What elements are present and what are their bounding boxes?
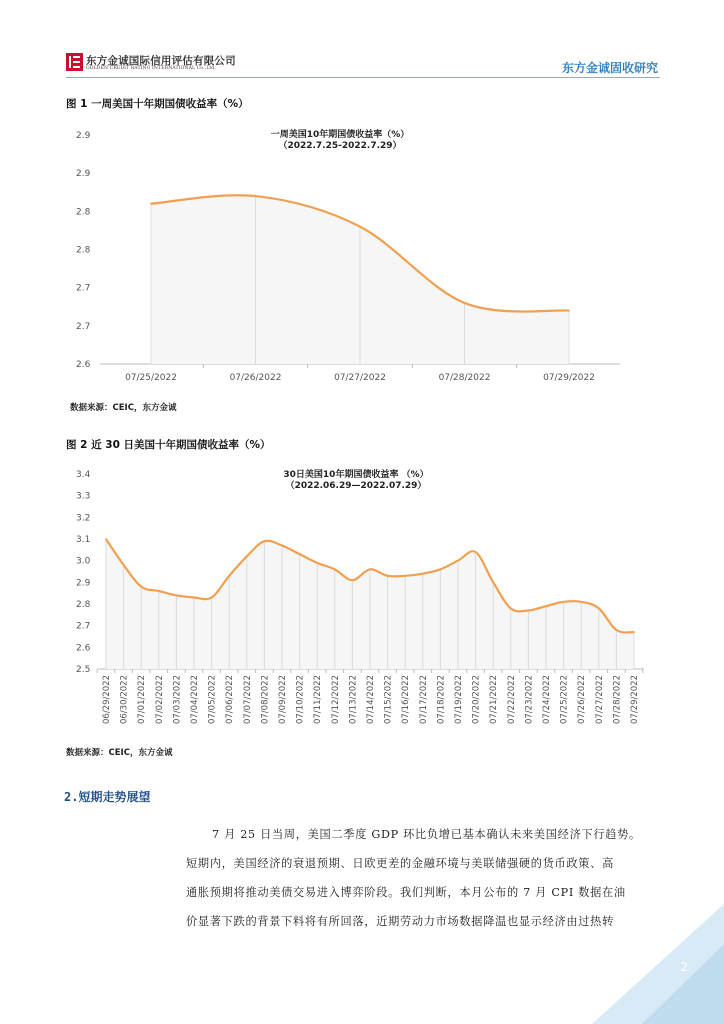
data-point bbox=[369, 569, 371, 571]
x-tick-label: 07/09/2022 bbox=[278, 675, 288, 724]
x-tick-label: 07/14/2022 bbox=[366, 675, 376, 724]
data-point bbox=[255, 195, 257, 197]
data-point bbox=[123, 564, 125, 566]
figure-1-title: 图 1 一周美国十年期国债收益率（%） bbox=[66, 98, 249, 110]
data-point bbox=[150, 203, 152, 205]
data-point bbox=[176, 595, 178, 597]
data-point bbox=[580, 601, 582, 603]
y-tick-label: 3.4 bbox=[76, 470, 91, 480]
x-tick-label: 07/27/2022 bbox=[594, 675, 605, 724]
data-point bbox=[404, 575, 406, 577]
y-tick-label: 2.5 bbox=[76, 665, 91, 675]
x-tick-label: 07/21/2022 bbox=[489, 675, 500, 724]
data-point bbox=[510, 608, 512, 610]
data-point bbox=[281, 545, 283, 547]
x-tick-label: 07/12/2022 bbox=[330, 675, 341, 724]
corner-decoration bbox=[552, 874, 724, 1024]
data-point bbox=[545, 605, 547, 607]
x-tick-label: 07/11/2022 bbox=[313, 675, 324, 724]
x-tick-label: 07/08/2022 bbox=[260, 675, 271, 724]
chart-title: 30日美国10年期国债收益率 （%） bbox=[283, 470, 429, 480]
data-point bbox=[387, 575, 389, 577]
x-tick-label: 07/28/2022 bbox=[438, 373, 491, 383]
y-tick-label: 2.8 bbox=[76, 245, 91, 256]
chart-2-svg bbox=[60, 464, 650, 744]
data-point bbox=[299, 553, 301, 555]
data-point bbox=[598, 608, 600, 610]
paragraph-line: 通胀预期将推动美债交易进入博弈阶段。我们判断，本月公布的 7 月 CPI 数据在油 bbox=[186, 886, 626, 899]
chart-1 bbox=[60, 124, 640, 390]
data-point bbox=[264, 540, 266, 542]
brand-title: 东方金诚固收研究 bbox=[561, 61, 658, 75]
data-point bbox=[440, 569, 442, 571]
paragraph-line: 价显著下跌的背景下料将有所回落，近期劳动力市场数据降温也显示经济由过热转 bbox=[186, 915, 614, 928]
data-point bbox=[422, 573, 424, 575]
company-name-cn: 东方金诚国际信用评估有限公司 bbox=[86, 55, 236, 67]
x-tick-label: 07/03/2022 bbox=[172, 675, 183, 724]
x-tick-label: 07/27/2022 bbox=[334, 373, 386, 383]
section-heading: 2.短期走势展望 bbox=[64, 790, 151, 804]
x-tick-label: 07/20/2022 bbox=[471, 675, 482, 724]
data-point bbox=[568, 310, 570, 312]
x-tick-label: 07/04/2022 bbox=[190, 675, 200, 724]
data-point bbox=[228, 575, 230, 577]
y-tick-label: 2.7 bbox=[76, 621, 91, 632]
data-point bbox=[492, 582, 494, 584]
x-tick-label: 06/29/2022 bbox=[102, 675, 112, 724]
paragraph-line: 7 月 25 日当周，美国二季度 GDP 环比负增已基本确认未来美国经济下行趋势。 bbox=[212, 828, 641, 841]
data-point bbox=[334, 569, 336, 571]
data-point bbox=[464, 302, 466, 304]
company-name-en: GOLDEN CREDIT RATING INTERNATIONAL Co.,Ltd. bbox=[86, 66, 216, 71]
y-tick-label: 3.1 bbox=[76, 535, 91, 545]
x-tick-label: 07/26/2022 bbox=[229, 373, 282, 383]
x-tick-label: 07/15/2022 bbox=[383, 675, 394, 724]
chart-2 bbox=[60, 464, 650, 748]
data-point bbox=[158, 590, 160, 592]
y-tick-label: 3.0 bbox=[76, 556, 91, 567]
header-divider bbox=[66, 77, 660, 78]
data-point bbox=[246, 556, 248, 558]
y-tick-label: 2.9 bbox=[76, 131, 91, 141]
figure-2-title: 图 2 近 30 日美国十年期国债收益率（%） bbox=[66, 439, 271, 451]
x-tick-label: 07/07/2022 bbox=[242, 675, 253, 724]
data-point bbox=[616, 629, 618, 631]
data-point bbox=[457, 560, 459, 562]
x-tick-label: 06/30/2022 bbox=[119, 675, 130, 724]
y-tick-label: 2.8 bbox=[76, 600, 91, 610]
chart-title: 一周美国10年期国债收益率（%） bbox=[270, 130, 410, 140]
x-tick-label: 07/25/2022 bbox=[559, 675, 570, 724]
x-tick-label: 07/01/2022 bbox=[137, 675, 148, 724]
y-tick-label: 3.3 bbox=[76, 491, 91, 502]
x-tick-label: 07/06/2022 bbox=[225, 675, 236, 724]
data-point bbox=[140, 586, 142, 588]
x-tick-label: 07/17/2022 bbox=[418, 675, 429, 724]
data-point bbox=[563, 601, 565, 603]
x-tick-label: 07/16/2022 bbox=[401, 675, 412, 724]
paragraph-line: 短期内，美国经济的衰退预期、日欧更差的金融环境与美联储强硬的货币政策、高 bbox=[186, 857, 614, 870]
y-tick-label: 2.7 bbox=[76, 321, 91, 332]
figure-1-source: 数据来源：CEIC，东方金诚 bbox=[70, 403, 177, 413]
x-tick-label: 07/10/2022 bbox=[295, 675, 306, 724]
data-point bbox=[193, 597, 195, 599]
chart-subtitle: （2022.7.25-2022.7.29） bbox=[278, 141, 402, 151]
x-tick-label: 07/29/2022 bbox=[543, 373, 595, 383]
x-tick-label: 07/13/2022 bbox=[348, 675, 359, 724]
y-tick-label: 2.6 bbox=[76, 360, 91, 370]
figure-2-source: 数据来源：CEIC，东方金诚 bbox=[66, 748, 173, 758]
x-tick-label: 07/22/2022 bbox=[506, 675, 517, 724]
y-tick-label: 2.9 bbox=[76, 578, 91, 589]
data-point bbox=[528, 610, 530, 612]
x-tick-label: 07/24/2022 bbox=[542, 675, 552, 724]
x-tick-label: 07/26/2022 bbox=[577, 675, 588, 724]
y-tick-label: 3.2 bbox=[76, 513, 91, 524]
y-tick-label: 2.9 bbox=[76, 169, 91, 180]
x-tick-label: 07/19/2022 bbox=[454, 675, 464, 724]
company-logo-icon bbox=[66, 53, 83, 71]
y-tick-label: 2.8 bbox=[76, 207, 91, 218]
x-tick-label: 07/23/2022 bbox=[524, 675, 535, 724]
data-point bbox=[352, 579, 354, 581]
data-point bbox=[633, 631, 635, 633]
data-point bbox=[316, 562, 318, 564]
x-tick-label: 07/29/2022 bbox=[630, 675, 640, 724]
chart-subtitle: （2022.06.29—2022.07.29） bbox=[285, 481, 427, 491]
data-point bbox=[475, 551, 477, 553]
data-point bbox=[105, 538, 107, 540]
chart-1-svg bbox=[60, 124, 640, 386]
page-number: 2 bbox=[680, 960, 688, 974]
y-tick-label: 2.7 bbox=[76, 283, 91, 294]
x-tick-label: 07/02/2022 bbox=[154, 675, 165, 724]
x-tick-label: 07/25/2022 bbox=[125, 373, 177, 383]
x-tick-label: 07/05/2022 bbox=[207, 675, 218, 724]
page-header bbox=[66, 50, 660, 80]
data-point bbox=[211, 597, 213, 599]
x-tick-label: 07/28/2022 bbox=[612, 675, 623, 724]
y-tick-label: 2.6 bbox=[76, 643, 91, 654]
data-point bbox=[359, 226, 361, 228]
x-tick-label: 07/18/2022 bbox=[436, 675, 447, 724]
